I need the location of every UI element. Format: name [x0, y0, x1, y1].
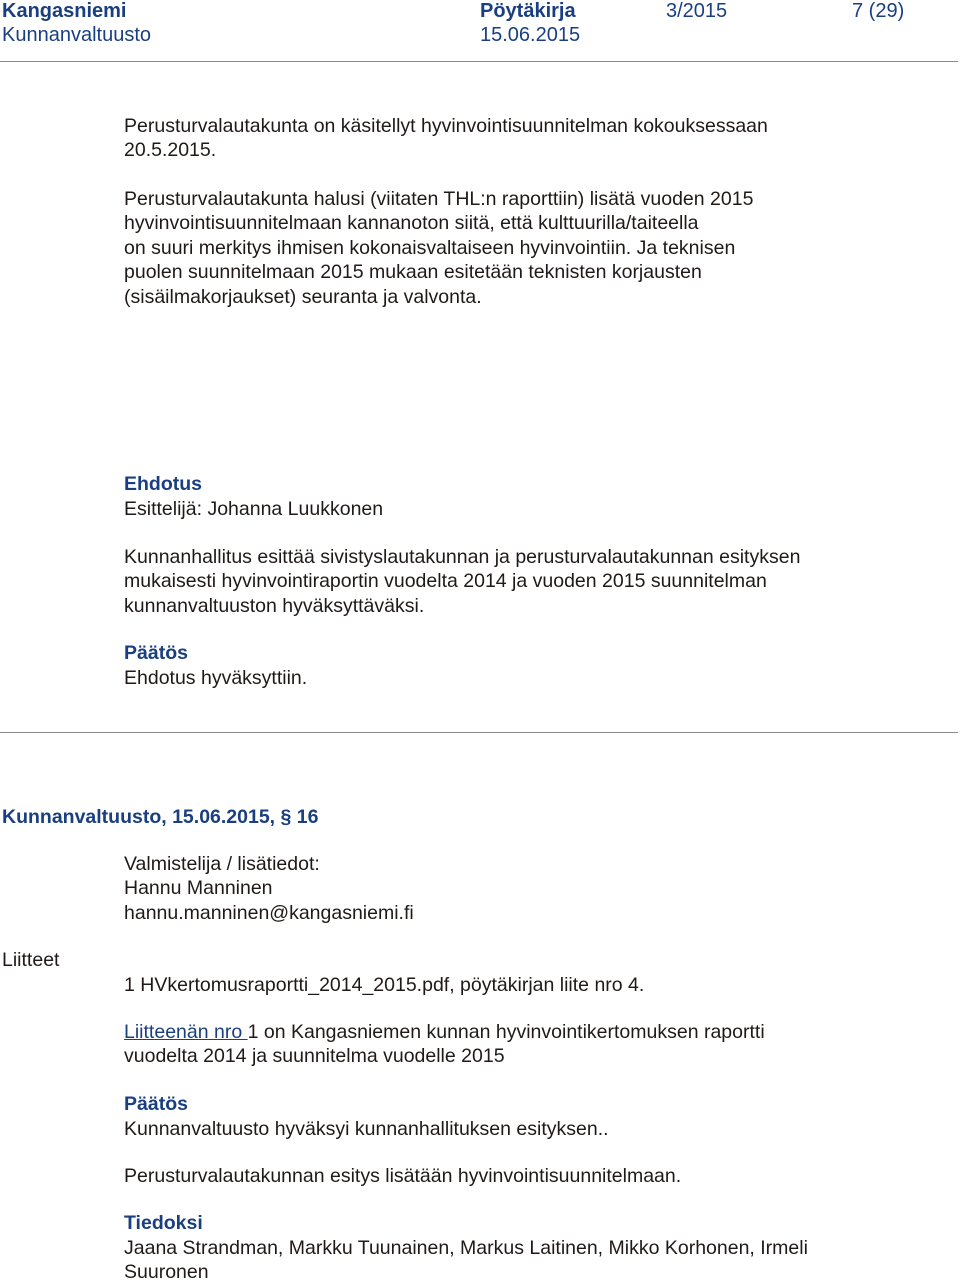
header-divider — [0, 61, 958, 62]
decision-text: Ehdotus hyväksyttiin. — [124, 667, 308, 689]
info-recipients — [124, 1236, 808, 1285]
attachment-description-text: 1 on Kangasniemen kunnan hyvinvointikertomuksen raportti — [247, 1021, 765, 1043]
preparer-info — [124, 852, 414, 925]
paragraph-2-line-5: (sisäilmakorjaukset) seuranta ja valvonta. — [124, 285, 482, 308]
proposal-text-line-2: mukaisesti hyvinvointiraportin vuodelta 2014 ja vuoden 2015 suunnitelman — [124, 570, 767, 593]
proposal-text — [124, 545, 800, 618]
attachment-link[interactable]: Liitteenän nro — [124, 1021, 248, 1043]
decision-heading: Päätös — [124, 642, 188, 664]
attachment-description-line-2: vuodelta 2014 ja suunnitelma vuodelle 2015 — [124, 1045, 505, 1068]
preparer-email: hannu.manninen@kangasniemi.fi — [124, 901, 414, 924]
body-name: Kunnanvaltuusto — [2, 24, 152, 46]
info-recipients-line-1: Jaana Strandman, Markku Tuunainen, Markus Laitinen, Mikko Korhonen, Irmeli — [124, 1237, 808, 1259]
page-number: 7 (29) — [852, 0, 905, 22]
meeting-date: 15.06.2015 — [480, 24, 581, 46]
proposal-text-line-1: Kunnanhallitus esittää sivistyslautakunnan ja perusturvalautakunnan esityksen — [124, 546, 801, 568]
proposal-text-line-3: kunnanvaltuuston hyväksyttäväksi. — [124, 594, 425, 617]
paragraph-2-line-3: on suuri merkitys ihmisen kokonaisvaltaiseen hyvinvointiin. Ja teknisen — [124, 236, 736, 259]
paragraph-2 — [124, 187, 753, 309]
attachments-label: Liitteet — [2, 949, 60, 971]
presenter: Esittelijä: Johanna Luukkonen — [124, 498, 384, 520]
paragraph-2-line-1: Perusturvalautakunta halusi (viitaten THL:n raporttiin) lisätä vuoden 2015 — [124, 188, 754, 210]
decision-heading-2: Päätös — [124, 1093, 188, 1115]
paragraph-1 — [124, 114, 768, 163]
attachment-description — [124, 1020, 765, 1069]
proposal-heading: Ehdotus — [124, 473, 202, 495]
paragraph-2-line-2: hyvinvointisuunnitelmaan kannanoton siitä, että kulttuurilla/taiteella — [124, 212, 699, 235]
addition-note: Perusturvalautakunnan esitys lisätään hyvinvointisuunnitelmaan. — [124, 1165, 682, 1187]
paragraph-2-line-4: puolen suunnitelmaan 2015 mukaan esitetään teknisten korjausten — [124, 261, 702, 284]
info-recipients-line-2: Suuronen — [124, 1261, 209, 1284]
meeting-number: 3/2015 — [666, 0, 728, 22]
section-title: Kunnanvaltuusto, 15.06.2015, § 16 — [2, 806, 319, 828]
info-heading: Tiedoksi — [124, 1212, 203, 1234]
attachment-1: 1 HVkertomusraportti_2014_2015.pdf, pöytäkirjan liite nro 4. — [124, 974, 645, 996]
paragraph-1-line-2: 20.5.2015. — [124, 139, 217, 162]
section-divider — [0, 732, 958, 733]
preparer-label: Valmistelija / lisätiedot: — [124, 853, 320, 875]
document-type: Pöytäkirja — [480, 0, 576, 22]
organization-name: Kangasniemi — [2, 0, 127, 22]
preparer-name: Hannu Manninen — [124, 877, 273, 900]
decision-text-2: Kunnanvaltuusto hyväksyi kunnanhallituksen esityksen.. — [124, 1118, 609, 1140]
paragraph-1-line-1: Perusturvalautakunta on käsitellyt hyvinvointisuunnitelman kokouksessaan — [124, 115, 768, 137]
attachment-description-line-1 — [124, 1020, 765, 1044]
